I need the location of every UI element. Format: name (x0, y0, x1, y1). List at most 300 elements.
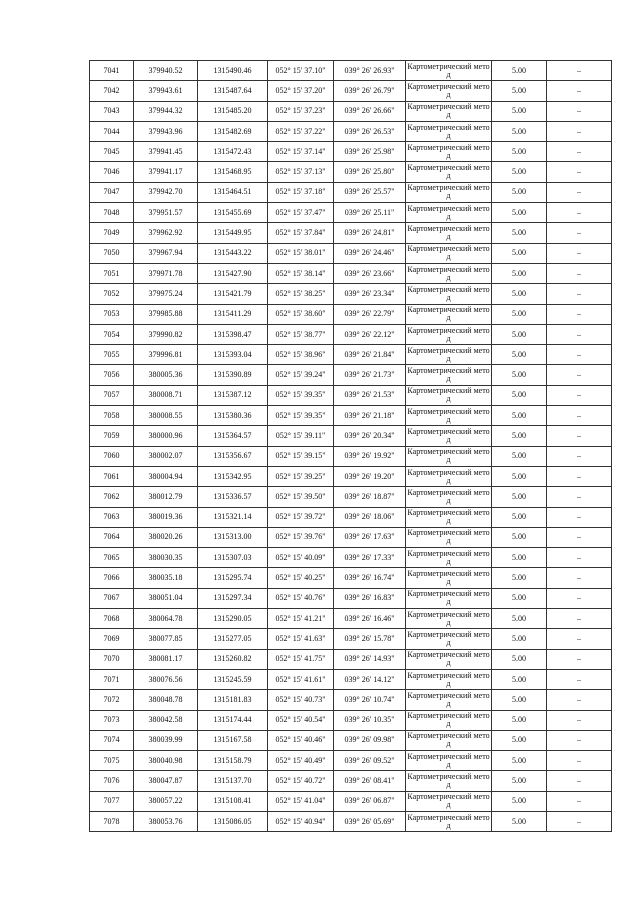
longitude-cell: 039° 26' 24.46" (334, 243, 406, 263)
accuracy-cell: 5.00 (492, 710, 547, 730)
point-number-cell: 7054 (90, 324, 134, 344)
latitude-cell: 052° 15' 37.14" (268, 142, 334, 162)
method-cell: Картометрический метод (406, 81, 492, 101)
description-cell: – (547, 791, 612, 811)
y-coordinate-cell: 1315490.46 (198, 61, 268, 81)
x-coordinate-cell: 380051.04 (134, 588, 198, 608)
y-coordinate-cell: 1315487.64 (198, 81, 268, 101)
method-cell: Картометрический метод (406, 710, 492, 730)
description-cell: – (547, 649, 612, 669)
latitude-cell: 052° 15' 40.94" (268, 811, 334, 831)
x-coordinate-cell: 379962.92 (134, 223, 198, 243)
point-number-cell: 7071 (90, 669, 134, 689)
accuracy-cell: 5.00 (492, 527, 547, 547)
accuracy-cell: 5.00 (492, 101, 547, 121)
latitude-cell: 052° 15' 38.60" (268, 304, 334, 324)
latitude-cell: 052° 15' 39.35" (268, 385, 334, 405)
longitude-cell: 039° 26' 21.18" (334, 406, 406, 426)
longitude-cell: 039° 26' 25.11" (334, 203, 406, 223)
longitude-cell: 039° 26' 05.69" (334, 811, 406, 831)
method-cell: Картометрический метод (406, 324, 492, 344)
y-coordinate-cell: 1315443.22 (198, 243, 268, 263)
latitude-cell: 052° 15' 39.76" (268, 527, 334, 547)
method-cell: Картометрический метод (406, 791, 492, 811)
x-coordinate-cell: 380002.07 (134, 446, 198, 466)
method-cell: Картометрический метод (406, 365, 492, 385)
x-coordinate-cell: 380035.18 (134, 568, 198, 588)
latitude-cell: 052° 15' 41.75" (268, 649, 334, 669)
point-number-cell: 7053 (90, 304, 134, 324)
longitude-cell: 039° 26' 26.66" (334, 101, 406, 121)
accuracy-cell: 5.00 (492, 263, 547, 283)
method-cell: Картометрический метод (406, 771, 492, 791)
x-coordinate-cell: 380042.58 (134, 710, 198, 730)
latitude-cell: 052° 15' 40.54" (268, 710, 334, 730)
x-coordinate-cell: 380030.35 (134, 548, 198, 568)
longitude-cell: 039° 26' 16.46" (334, 609, 406, 629)
x-coordinate-cell: 379971.78 (134, 263, 198, 283)
accuracy-cell: 5.00 (492, 365, 547, 385)
latitude-cell: 052° 15' 40.73" (268, 690, 334, 710)
table-row (90, 426, 612, 446)
x-coordinate-cell: 379985.88 (134, 304, 198, 324)
description-cell: – (547, 527, 612, 547)
method-cell: Картометрический метод (406, 121, 492, 141)
table-row (90, 101, 612, 121)
table-row (90, 811, 612, 831)
method-cell: Картометрический метод (406, 426, 492, 446)
latitude-cell: 052° 15' 40.49" (268, 751, 334, 771)
y-coordinate-cell: 1315321.14 (198, 507, 268, 527)
latitude-cell: 052° 15' 39.50" (268, 487, 334, 507)
table-row (90, 162, 612, 182)
accuracy-cell: 5.00 (492, 182, 547, 202)
accuracy-cell: 5.00 (492, 61, 547, 81)
description-cell: – (547, 81, 612, 101)
latitude-cell: 052° 15' 38.96" (268, 345, 334, 365)
x-coordinate-cell: 380020.26 (134, 527, 198, 547)
x-coordinate-cell: 380008.71 (134, 385, 198, 405)
latitude-cell: 052° 15' 41.04" (268, 791, 334, 811)
y-coordinate-cell: 1315356.67 (198, 446, 268, 466)
method-cell: Картометрический метод (406, 142, 492, 162)
accuracy-cell: 5.00 (492, 588, 547, 608)
coordinates-table (89, 60, 612, 832)
longitude-cell: 039° 26' 15.78" (334, 629, 406, 649)
latitude-cell: 052° 15' 40.46" (268, 730, 334, 750)
table-row (90, 669, 612, 689)
y-coordinate-cell: 1315342.95 (198, 466, 268, 486)
point-number-cell: 7050 (90, 243, 134, 263)
method-cell: Картометрический метод (406, 669, 492, 689)
table-row (90, 223, 612, 243)
description-cell: – (547, 751, 612, 771)
accuracy-cell: 5.00 (492, 243, 547, 263)
x-coordinate-cell: 380005.36 (134, 365, 198, 385)
method-cell: Картометрический метод (406, 61, 492, 81)
method-cell: Картометрический метод (406, 811, 492, 831)
method-cell: Картометрический метод (406, 690, 492, 710)
y-coordinate-cell: 1315297.34 (198, 588, 268, 608)
point-number-cell: 7066 (90, 568, 134, 588)
accuracy-cell: 5.00 (492, 811, 547, 831)
point-number-cell: 7043 (90, 101, 134, 121)
y-coordinate-cell: 1315393.04 (198, 345, 268, 365)
accuracy-cell: 5.00 (492, 649, 547, 669)
accuracy-cell: 5.00 (492, 121, 547, 141)
point-number-cell: 7074 (90, 730, 134, 750)
x-coordinate-cell: 380047.87 (134, 771, 198, 791)
description-cell: – (547, 669, 612, 689)
accuracy-cell: 5.00 (492, 324, 547, 344)
y-coordinate-cell: 1315472.43 (198, 142, 268, 162)
point-number-cell: 7062 (90, 487, 134, 507)
method-cell: Картометрический метод (406, 527, 492, 547)
y-coordinate-cell: 1315307.03 (198, 548, 268, 568)
longitude-cell: 039° 26' 21.84" (334, 345, 406, 365)
x-coordinate-cell: 380077.85 (134, 629, 198, 649)
point-number-cell: 7049 (90, 223, 134, 243)
accuracy-cell: 5.00 (492, 690, 547, 710)
table-row (90, 548, 612, 568)
latitude-cell: 052° 15' 38.14" (268, 263, 334, 283)
longitude-cell: 039° 26' 14.12" (334, 669, 406, 689)
latitude-cell: 052° 15' 39.15" (268, 446, 334, 466)
y-coordinate-cell: 1315485.20 (198, 101, 268, 121)
accuracy-cell: 5.00 (492, 548, 547, 568)
point-number-cell: 7061 (90, 466, 134, 486)
table-row (90, 466, 612, 486)
latitude-cell: 052° 15' 37.18" (268, 182, 334, 202)
y-coordinate-cell: 1315167.58 (198, 730, 268, 750)
description-cell: – (547, 243, 612, 263)
longitude-cell: 039° 26' 10.74" (334, 690, 406, 710)
longitude-cell: 039° 26' 09.98" (334, 730, 406, 750)
latitude-cell: 052° 15' 40.25" (268, 568, 334, 588)
method-cell: Картометрический метод (406, 629, 492, 649)
x-coordinate-cell: 379940.52 (134, 61, 198, 81)
table-row (90, 243, 612, 263)
description-cell: – (547, 466, 612, 486)
method-cell: Картометрический метод (406, 609, 492, 629)
latitude-cell: 052° 15' 38.01" (268, 243, 334, 263)
point-number-cell: 7046 (90, 162, 134, 182)
latitude-cell: 052° 15' 39.25" (268, 466, 334, 486)
table-row (90, 710, 612, 730)
longitude-cell: 039° 26' 14.93" (334, 649, 406, 669)
point-number-cell: 7070 (90, 649, 134, 669)
x-coordinate-cell: 379941.17 (134, 162, 198, 182)
latitude-cell: 052° 15' 40.09" (268, 548, 334, 568)
longitude-cell: 039° 26' 18.06" (334, 507, 406, 527)
description-cell: – (547, 284, 612, 304)
y-coordinate-cell: 1315464.51 (198, 182, 268, 202)
longitude-cell: 039° 26' 19.20" (334, 466, 406, 486)
y-coordinate-cell: 1315449.95 (198, 223, 268, 243)
table-row (90, 771, 612, 791)
point-number-cell: 7055 (90, 345, 134, 365)
table-row (90, 365, 612, 385)
table-body (90, 61, 612, 832)
method-cell: Картометрический метод (406, 263, 492, 283)
table-row (90, 61, 612, 81)
x-coordinate-cell: 380076.56 (134, 669, 198, 689)
point-number-cell: 7078 (90, 811, 134, 831)
y-coordinate-cell: 1315245.59 (198, 669, 268, 689)
longitude-cell: 039° 26' 26.93" (334, 61, 406, 81)
point-number-cell: 7058 (90, 406, 134, 426)
y-coordinate-cell: 1315158.79 (198, 751, 268, 771)
table-row (90, 649, 612, 669)
longitude-cell: 039° 26' 21.73" (334, 365, 406, 385)
point-number-cell: 7051 (90, 263, 134, 283)
latitude-cell: 052° 15' 37.23" (268, 101, 334, 121)
description-cell: – (547, 426, 612, 446)
point-number-cell: 7077 (90, 791, 134, 811)
description-cell: – (547, 588, 612, 608)
table-row (90, 751, 612, 771)
accuracy-cell: 5.00 (492, 284, 547, 304)
point-number-cell: 7048 (90, 203, 134, 223)
y-coordinate-cell: 1315277.05 (198, 629, 268, 649)
x-coordinate-cell: 380019.36 (134, 507, 198, 527)
accuracy-cell: 5.00 (492, 162, 547, 182)
latitude-cell: 052° 15' 41.63" (268, 629, 334, 649)
method-cell: Картометрический метод (406, 406, 492, 426)
point-number-cell: 7075 (90, 751, 134, 771)
method-cell: Картометрический метод (406, 162, 492, 182)
accuracy-cell: 5.00 (492, 446, 547, 466)
method-cell: Картометрический метод (406, 466, 492, 486)
description-cell: – (547, 203, 612, 223)
method-cell: Картометрический метод (406, 284, 492, 304)
point-number-cell: 7076 (90, 771, 134, 791)
x-coordinate-cell: 379941.45 (134, 142, 198, 162)
x-coordinate-cell: 379996.81 (134, 345, 198, 365)
latitude-cell: 052° 15' 39.24" (268, 365, 334, 385)
method-cell: Картометрический метод (406, 446, 492, 466)
method-cell: Картометрический метод (406, 223, 492, 243)
longitude-cell: 039° 26' 23.66" (334, 263, 406, 283)
table-row (90, 690, 612, 710)
longitude-cell: 039° 26' 16.83" (334, 588, 406, 608)
longitude-cell: 039° 26' 26.79" (334, 81, 406, 101)
x-coordinate-cell: 380004.94 (134, 466, 198, 486)
description-cell: – (547, 568, 612, 588)
method-cell: Картометрический метод (406, 304, 492, 324)
accuracy-cell: 5.00 (492, 142, 547, 162)
description-cell: – (547, 771, 612, 791)
point-number-cell: 7045 (90, 142, 134, 162)
table-row (90, 142, 612, 162)
point-number-cell: 7056 (90, 365, 134, 385)
latitude-cell: 052° 15' 41.61" (268, 669, 334, 689)
latitude-cell: 052° 15' 39.35" (268, 406, 334, 426)
description-cell: – (547, 609, 612, 629)
y-coordinate-cell: 1315295.74 (198, 568, 268, 588)
longitude-cell: 039° 26' 25.98" (334, 142, 406, 162)
x-coordinate-cell: 380053.76 (134, 811, 198, 831)
accuracy-cell: 5.00 (492, 466, 547, 486)
description-cell: – (547, 548, 612, 568)
point-number-cell: 7064 (90, 527, 134, 547)
point-number-cell: 7052 (90, 284, 134, 304)
accuracy-cell: 5.00 (492, 771, 547, 791)
longitude-cell: 039° 26' 10.35" (334, 710, 406, 730)
x-coordinate-cell: 379975.24 (134, 284, 198, 304)
method-cell: Картометрический метод (406, 588, 492, 608)
longitude-cell: 039° 26' 08.41" (334, 771, 406, 791)
point-number-cell: 7065 (90, 548, 134, 568)
table-row (90, 487, 612, 507)
x-coordinate-cell: 380048.78 (134, 690, 198, 710)
description-cell: – (547, 365, 612, 385)
latitude-cell: 052° 15' 38.77" (268, 324, 334, 344)
latitude-cell: 052° 15' 38.25" (268, 284, 334, 304)
longitude-cell: 039° 26' 21.53" (334, 385, 406, 405)
x-coordinate-cell: 379943.61 (134, 81, 198, 101)
y-coordinate-cell: 1315108.41 (198, 791, 268, 811)
method-cell: Картометрический метод (406, 182, 492, 202)
table-row (90, 81, 612, 101)
description-cell: – (547, 406, 612, 426)
longitude-cell: 039° 26' 26.53" (334, 121, 406, 141)
point-number-cell: 7042 (90, 81, 134, 101)
method-cell: Картометрический метод (406, 649, 492, 669)
y-coordinate-cell: 1315313.00 (198, 527, 268, 547)
method-cell: Картометрический метод (406, 345, 492, 365)
method-cell: Картометрический метод (406, 548, 492, 568)
description-cell: – (547, 507, 612, 527)
accuracy-cell: 5.00 (492, 629, 547, 649)
table-row (90, 609, 612, 629)
x-coordinate-cell: 379990.82 (134, 324, 198, 344)
description-cell: – (547, 304, 612, 324)
latitude-cell: 052° 15' 41.21" (268, 609, 334, 629)
table-row (90, 203, 612, 223)
y-coordinate-cell: 1315427.90 (198, 263, 268, 283)
y-coordinate-cell: 1315290.05 (198, 609, 268, 629)
description-cell: – (547, 162, 612, 182)
description-cell: – (547, 487, 612, 507)
x-coordinate-cell: 380081.17 (134, 649, 198, 669)
table-row (90, 730, 612, 750)
y-coordinate-cell: 1315421.79 (198, 284, 268, 304)
description-cell: – (547, 385, 612, 405)
y-coordinate-cell: 1315174.44 (198, 710, 268, 730)
description-cell: – (547, 629, 612, 649)
method-cell: Картометрический метод (406, 385, 492, 405)
description-cell: – (547, 690, 612, 710)
x-coordinate-cell: 380012.79 (134, 487, 198, 507)
accuracy-cell: 5.00 (492, 304, 547, 324)
longitude-cell: 039° 26' 25.80" (334, 162, 406, 182)
description-cell: – (547, 730, 612, 750)
method-cell: Картометрический метод (406, 730, 492, 750)
longitude-cell: 039° 26' 06.87" (334, 791, 406, 811)
table-row (90, 263, 612, 283)
table-row (90, 527, 612, 547)
y-coordinate-cell: 1315482.69 (198, 121, 268, 141)
x-coordinate-cell: 380057.22 (134, 791, 198, 811)
x-coordinate-cell: 380000.96 (134, 426, 198, 446)
latitude-cell: 052° 15' 37.20" (268, 81, 334, 101)
table-row (90, 791, 612, 811)
y-coordinate-cell: 1315468.95 (198, 162, 268, 182)
point-number-cell: 7072 (90, 690, 134, 710)
latitude-cell: 052° 15' 37.47" (268, 203, 334, 223)
method-cell: Картометрический метод (406, 507, 492, 527)
x-coordinate-cell: 379967.94 (134, 243, 198, 263)
y-coordinate-cell: 1315336.57 (198, 487, 268, 507)
description-cell: – (547, 263, 612, 283)
y-coordinate-cell: 1315086.05 (198, 811, 268, 831)
x-coordinate-cell: 379943.96 (134, 121, 198, 141)
x-coordinate-cell: 380039.99 (134, 730, 198, 750)
y-coordinate-cell: 1315380.36 (198, 406, 268, 426)
table-row (90, 588, 612, 608)
latitude-cell: 052° 15' 37.84" (268, 223, 334, 243)
accuracy-cell: 5.00 (492, 507, 547, 527)
point-number-cell: 7041 (90, 61, 134, 81)
longitude-cell: 039° 26' 18.87" (334, 487, 406, 507)
y-coordinate-cell: 1315455.69 (198, 203, 268, 223)
longitude-cell: 039° 26' 22.79" (334, 304, 406, 324)
y-coordinate-cell: 1315137.70 (198, 771, 268, 791)
description-cell: – (547, 710, 612, 730)
longitude-cell: 039° 26' 24.81" (334, 223, 406, 243)
table-row (90, 284, 612, 304)
accuracy-cell: 5.00 (492, 345, 547, 365)
longitude-cell: 039° 26' 22.12" (334, 324, 406, 344)
method-cell: Картометрический метод (406, 243, 492, 263)
table-row (90, 568, 612, 588)
description-cell: – (547, 182, 612, 202)
y-coordinate-cell: 1315398.47 (198, 324, 268, 344)
accuracy-cell: 5.00 (492, 751, 547, 771)
description-cell: – (547, 345, 612, 365)
accuracy-cell: 5.00 (492, 487, 547, 507)
accuracy-cell: 5.00 (492, 669, 547, 689)
x-coordinate-cell: 379944.32 (134, 101, 198, 121)
table-row (90, 324, 612, 344)
method-cell: Картометрический метод (406, 751, 492, 771)
latitude-cell: 052° 15' 40.76" (268, 588, 334, 608)
point-number-cell: 7068 (90, 609, 134, 629)
longitude-cell: 039° 26' 17.33" (334, 548, 406, 568)
point-number-cell: 7069 (90, 629, 134, 649)
y-coordinate-cell: 1315364.57 (198, 426, 268, 446)
latitude-cell: 052° 15' 37.22" (268, 121, 334, 141)
point-number-cell: 7060 (90, 446, 134, 466)
accuracy-cell: 5.00 (492, 730, 547, 750)
accuracy-cell: 5.00 (492, 81, 547, 101)
latitude-cell: 052° 15' 39.72" (268, 507, 334, 527)
table-row (90, 385, 612, 405)
table-row (90, 406, 612, 426)
table-row (90, 629, 612, 649)
longitude-cell: 039° 26' 17.63" (334, 527, 406, 547)
latitude-cell: 052° 15' 40.72" (268, 771, 334, 791)
longitude-cell: 039° 26' 16.74" (334, 568, 406, 588)
method-cell: Картометрический метод (406, 101, 492, 121)
accuracy-cell: 5.00 (492, 203, 547, 223)
description-cell: – (547, 61, 612, 81)
y-coordinate-cell: 1315390.89 (198, 365, 268, 385)
description-cell: – (547, 446, 612, 466)
point-number-cell: 7073 (90, 710, 134, 730)
description-cell: – (547, 324, 612, 344)
